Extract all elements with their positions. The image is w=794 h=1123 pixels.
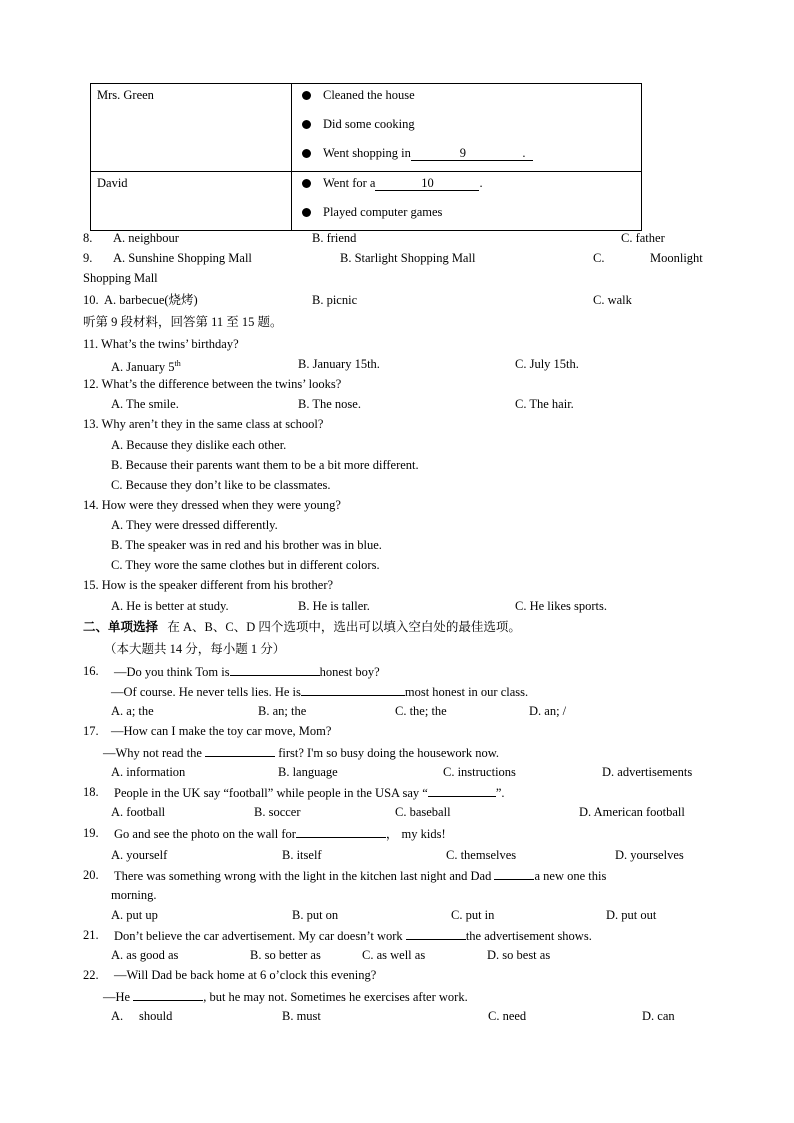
question-line: —Do you think Tom is honest boy? xyxy=(114,665,380,679)
answer-blank-10: 10 xyxy=(375,177,479,191)
section-score: （本大题共 14 分，每小题 1 分） xyxy=(104,642,286,656)
question-line: morning. xyxy=(111,888,157,902)
option-a: A. January 5th xyxy=(111,359,181,375)
table-name-cell xyxy=(91,84,292,172)
option-c: C. father xyxy=(621,231,665,245)
section-heading: 二、单项选择 在 A、B、C、D 四个选项中，选出可以填入空白处的最佳选项。 xyxy=(83,620,521,634)
option-b: B. friend xyxy=(312,231,357,245)
option-b: B. Because their parents want them to be a bit more different. xyxy=(111,458,419,472)
question-line: —Why not read the first? I'm so busy doing the housework now. xyxy=(103,746,500,760)
table-items-cell xyxy=(292,172,642,231)
option-c: C. He likes sports. xyxy=(515,599,608,613)
option-d: D. advertisements xyxy=(602,765,693,779)
option-a: A. Because they dislike each other. xyxy=(111,438,287,452)
option-b: B. picnic xyxy=(312,293,358,307)
question-line: Don’t believe the car advertisement. My car doesn’t work the advertisement shows. xyxy=(114,929,592,943)
option-b: B. itself xyxy=(282,848,322,862)
answer-blank xyxy=(406,927,466,940)
option-b: B. language xyxy=(278,765,338,779)
question-line: —Will Dad be back home at 6 o’clock this evening? xyxy=(114,968,377,982)
option-c: C. as well as xyxy=(362,948,426,962)
option-a: A. football xyxy=(111,805,166,819)
option-c: C. The hair. xyxy=(515,397,574,411)
option-b: B. must xyxy=(282,1009,321,1023)
question-stem: 11. What’s the twins’ birthday? xyxy=(83,337,239,351)
option-c: C. themselves xyxy=(446,848,517,862)
question-number: 8. xyxy=(83,231,93,245)
table-row xyxy=(91,84,642,172)
bullet-icon xyxy=(302,208,311,217)
table-name-cell xyxy=(91,172,292,231)
option-a: A. Sunshine Shopping Mall xyxy=(113,251,252,265)
option-b: B. January 15th. xyxy=(298,357,380,371)
question-number: 9. xyxy=(83,251,93,265)
answer-blank xyxy=(296,825,386,838)
option-a: A. barbecue(烧烤) xyxy=(104,293,198,307)
answer-blank-9: 9 xyxy=(411,147,515,161)
question-line: —Of course. He never tells lies. He is most honest in our class. xyxy=(111,685,529,699)
bullet-icon xyxy=(302,120,311,129)
question-line: —How can I make the toy car move, Mom? xyxy=(111,724,332,738)
bullet-icon xyxy=(302,149,311,158)
option-a: A. The smile. xyxy=(111,397,179,411)
option-d: D. American football xyxy=(579,805,685,819)
option-c: C. baseball xyxy=(395,805,451,819)
option-b: B. put on xyxy=(292,908,339,922)
option-c: Moonlight xyxy=(650,251,703,265)
option-c: C. walk xyxy=(593,293,632,307)
option-c: C. instructions xyxy=(443,765,516,779)
option-d: D. an; / xyxy=(529,704,567,718)
option-c: C. need xyxy=(488,1009,527,1023)
option-c: C. Because they don’t like to be classmates. xyxy=(111,478,331,492)
option-a: A. as good as xyxy=(111,948,179,962)
option-d: D. yourselves xyxy=(615,848,684,862)
option-b: B. Starlight Shopping Mall xyxy=(340,251,476,265)
answer-table xyxy=(90,83,642,231)
bullet-icon xyxy=(302,179,311,188)
option-d: D. can xyxy=(642,1009,675,1023)
option-b: B. He is taller. xyxy=(298,599,370,613)
question-number: 18. xyxy=(83,785,99,799)
answer-blank xyxy=(230,663,320,676)
answer-blank xyxy=(301,683,405,696)
question-stem: 12. What’s the difference between the twins’ looks? xyxy=(83,377,342,391)
option-b: B. soccer xyxy=(254,805,301,819)
option-c: C. put in xyxy=(451,908,495,922)
answer-blank xyxy=(494,867,534,880)
option-d: D. put out xyxy=(606,908,657,922)
bullet-item: Cleaned the house xyxy=(292,84,641,113)
table-items-cell xyxy=(292,84,642,172)
option-a: A. neighbour xyxy=(113,231,179,245)
option-c: C. the; the xyxy=(395,704,447,718)
question-number: 10. xyxy=(83,293,99,307)
bullet-item: Played computer games xyxy=(292,201,641,230)
question-stem: 14. How were they dressed when they were young? xyxy=(83,498,341,512)
bullet-item: Went for a 10 . xyxy=(292,172,641,201)
bullet-item: Went shopping in 9 . xyxy=(292,142,641,171)
bullet-icon xyxy=(302,91,311,100)
question-number: 21. xyxy=(83,928,99,942)
question-number: 22. xyxy=(83,968,99,982)
option-a: A. yourself xyxy=(111,848,168,862)
option-a: A. information xyxy=(111,765,186,779)
option-b: B. The nose. xyxy=(298,397,361,411)
option-a: A. put up xyxy=(111,908,158,922)
option-c-letter: C. xyxy=(593,251,605,265)
option-a: A. He is better at study. xyxy=(111,599,229,613)
question-stem: 15. How is the speaker different from his brother? xyxy=(83,578,334,592)
table-row xyxy=(91,172,642,231)
question-number: 17. xyxy=(83,724,99,738)
option-b: B. The speaker was in red and his brother was in blue. xyxy=(111,538,382,552)
option-a: A. a; the xyxy=(111,704,154,718)
option-b: B. so better as xyxy=(250,948,321,962)
answer-blank xyxy=(205,744,275,757)
question-line: There was something wrong with the light in the kitchen last night and Dad a new one this xyxy=(114,869,607,883)
question-line: —He , but he may not. Sometimes he exercises after work. xyxy=(103,990,468,1004)
question-number: 19. xyxy=(83,826,99,840)
section-instruction: 听第 9 段材料，回答第 11 至 15 题。 xyxy=(83,315,283,329)
option-c-continued: Shopping Mall xyxy=(83,271,158,285)
question-stem: 13. Why aren’t they in the same class at school? xyxy=(83,417,324,431)
option-a: A. They were dressed differently. xyxy=(111,518,278,532)
bullet-item: Did some cooking xyxy=(292,113,641,142)
question-number: 20. xyxy=(83,868,99,882)
option-c: C. July 15th. xyxy=(515,357,579,371)
answer-blank xyxy=(428,784,496,797)
question-number: 16. xyxy=(83,664,99,678)
option-a: should xyxy=(139,1009,173,1023)
question-line: People in the UK say “football” while people in the USA say “ ”. xyxy=(114,786,505,800)
option-c: C. They wore the same clothes but in different colors. xyxy=(111,558,380,572)
option-d: D. so best as xyxy=(487,948,551,962)
option-a-letter: A. xyxy=(111,1009,124,1023)
option-b: B. an; the xyxy=(258,704,307,718)
person-name: David xyxy=(97,176,128,190)
question-line: Go and see the photo on the wall for ， my kids! xyxy=(114,827,446,841)
person-name: Mrs. Green xyxy=(97,88,154,102)
answer-blank xyxy=(133,988,203,1001)
